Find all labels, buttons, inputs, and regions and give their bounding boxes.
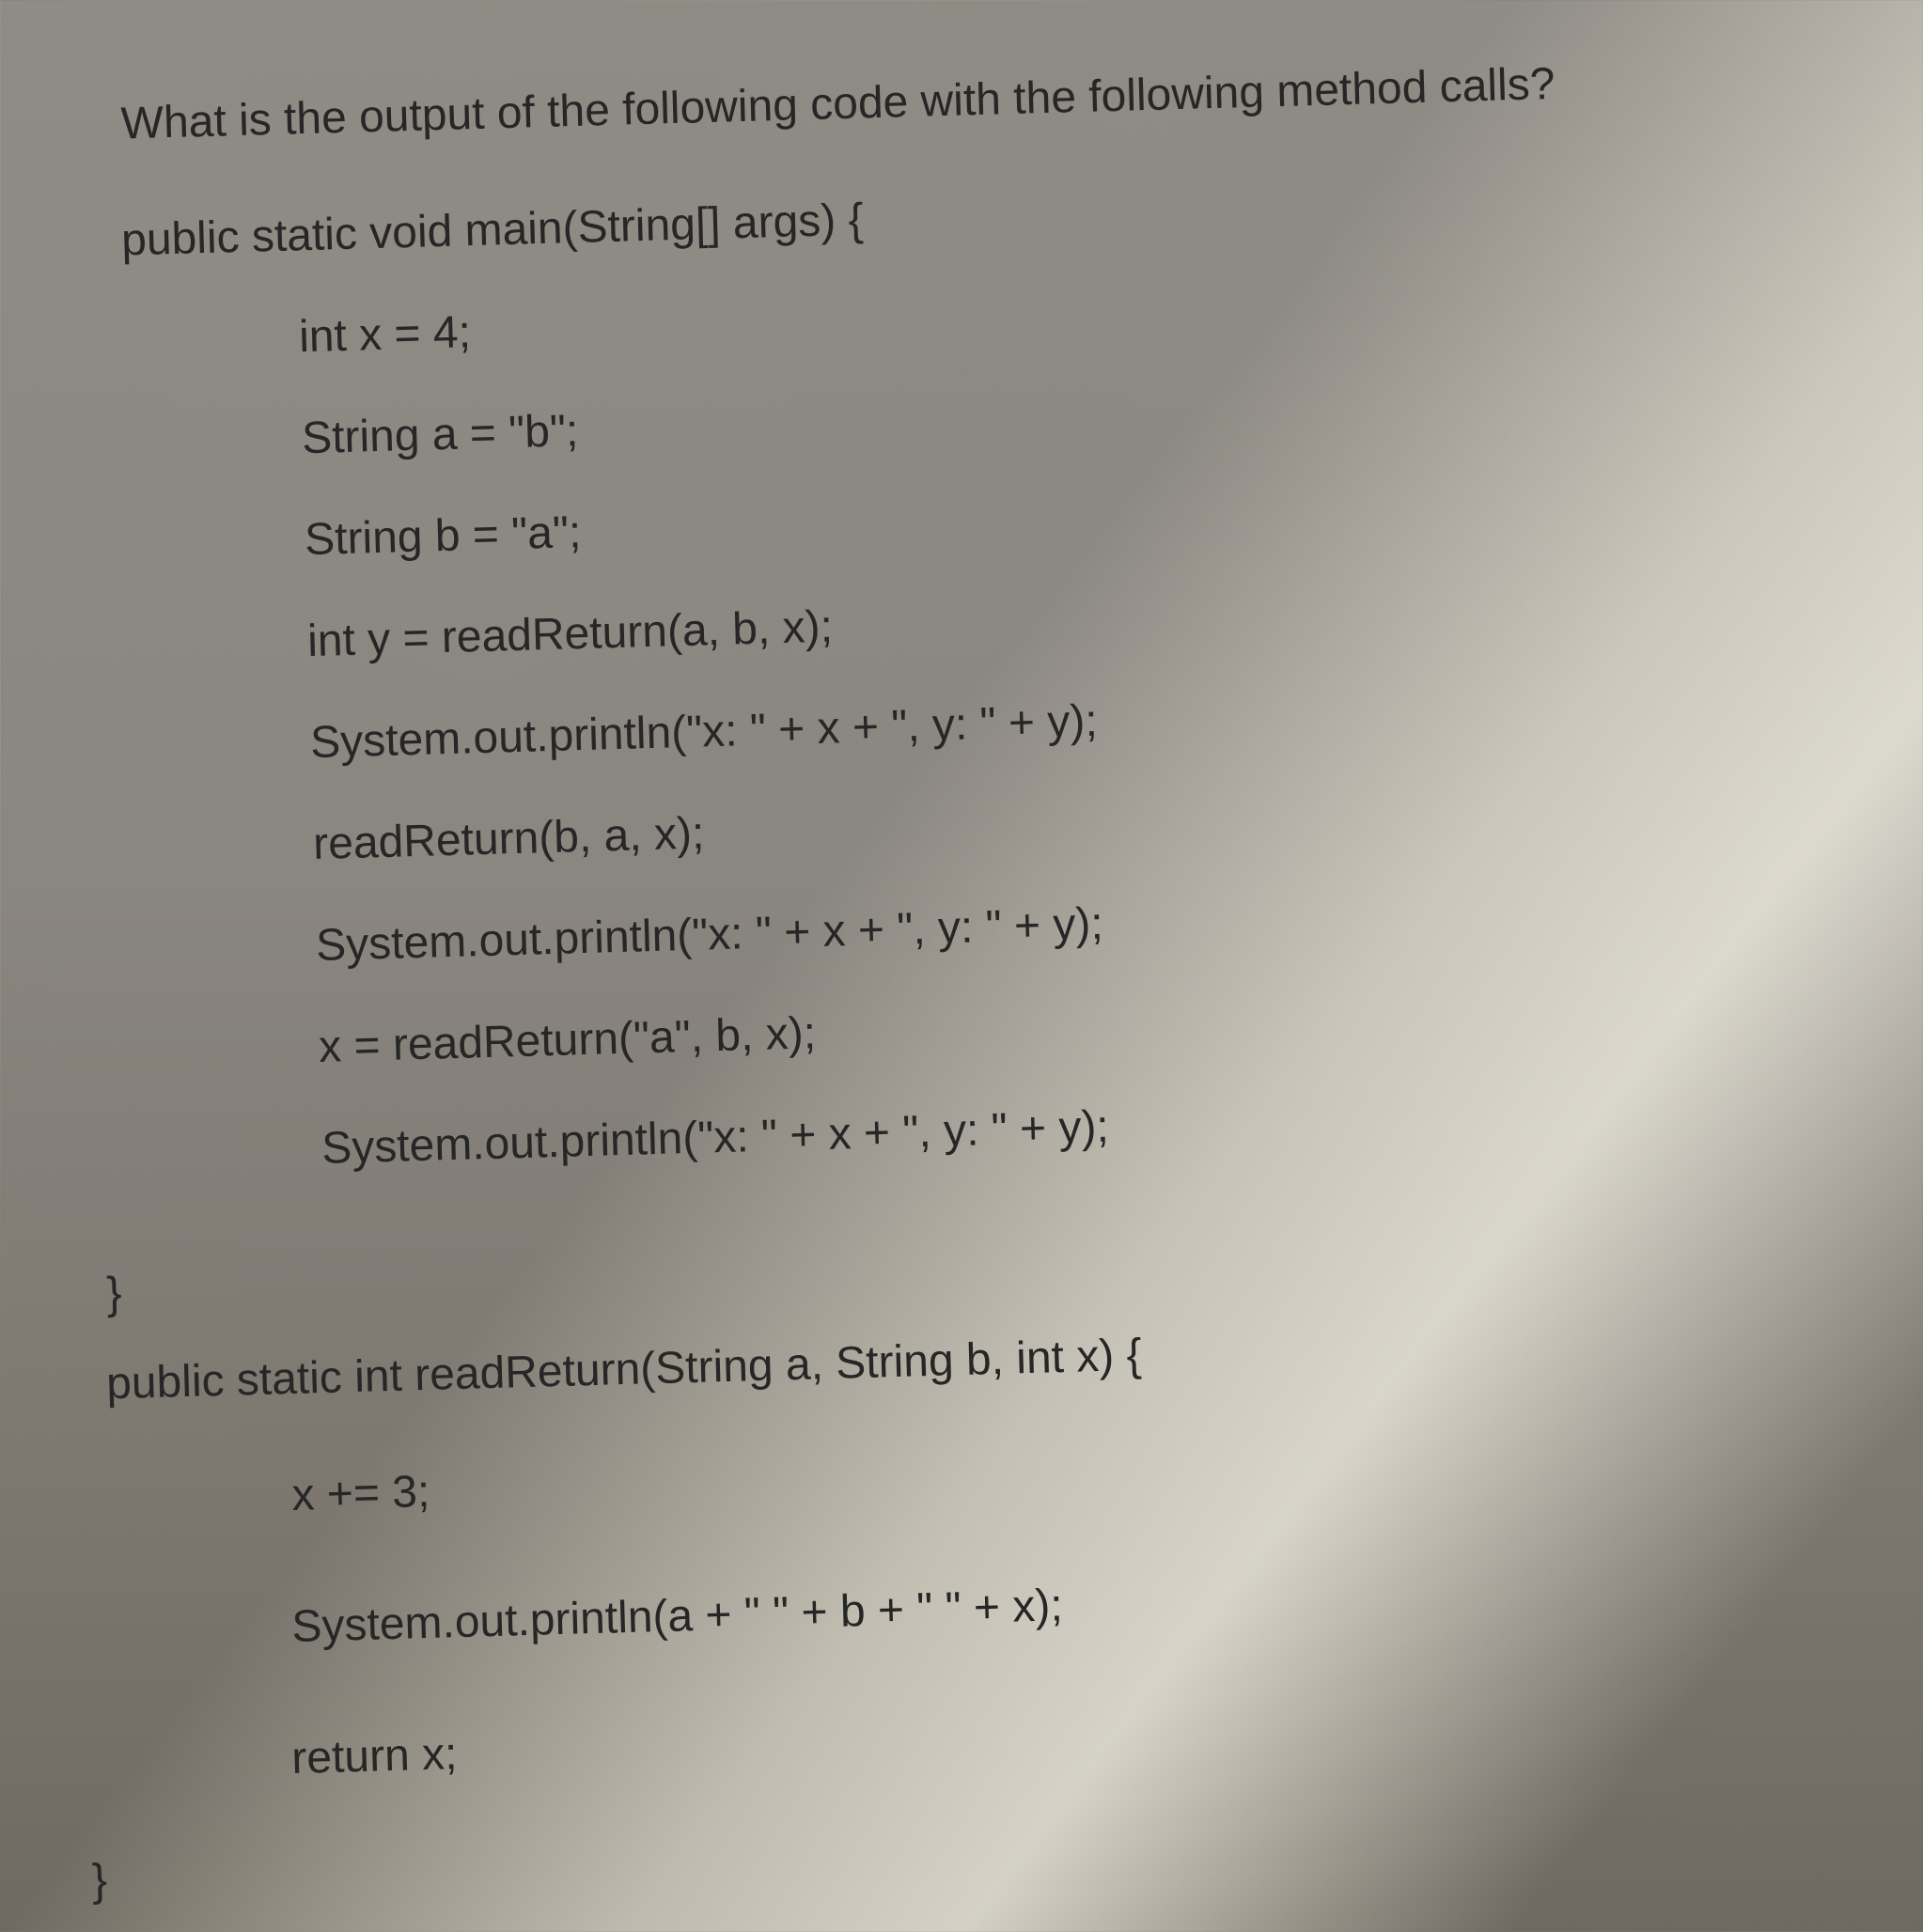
readreturn-signature: public static int readReturn(String a, String b, int x) {: [105, 1330, 1143, 1410]
question-text: What is the output of the following code with the following method calls?: [119, 58, 1556, 149]
code-line-readreturn-call: readReturn(b, a, x);: [312, 808, 705, 870]
code-line-int-x: int x = 4;: [298, 307, 472, 363]
main-signature: public static void main(String[] args) {: [120, 195, 865, 266]
main-closing-brace: }: [105, 1268, 123, 1319]
code-line-return: return x;: [290, 1729, 459, 1784]
code-line-println-4: System.out.println(a + " " + b + " " + x);: [290, 1581, 1064, 1652]
code-line-println-3: System.out.println("x: " + x + ", y: " + y);: [320, 1101, 1110, 1174]
code-line-int-y: int y = readReturn(a, b, x);: [306, 601, 834, 667]
method-closing-brace: }: [91, 1855, 108, 1907]
code-line-string-a: String a = "b";: [301, 406, 580, 464]
code-line-println-1: System.out.println("x: " + x + ", y: " + y);: [309, 695, 1099, 769]
code-line-println-2: System.out.println("x: " + x + ", y: " + y);: [315, 898, 1104, 971]
code-line-x-plus-equals: x += 3;: [290, 1466, 431, 1520]
code-line-string-b: String b = "a";: [304, 506, 583, 566]
code-line-x-assign: x = readReturn("a", b, x);: [318, 1008, 817, 1072]
